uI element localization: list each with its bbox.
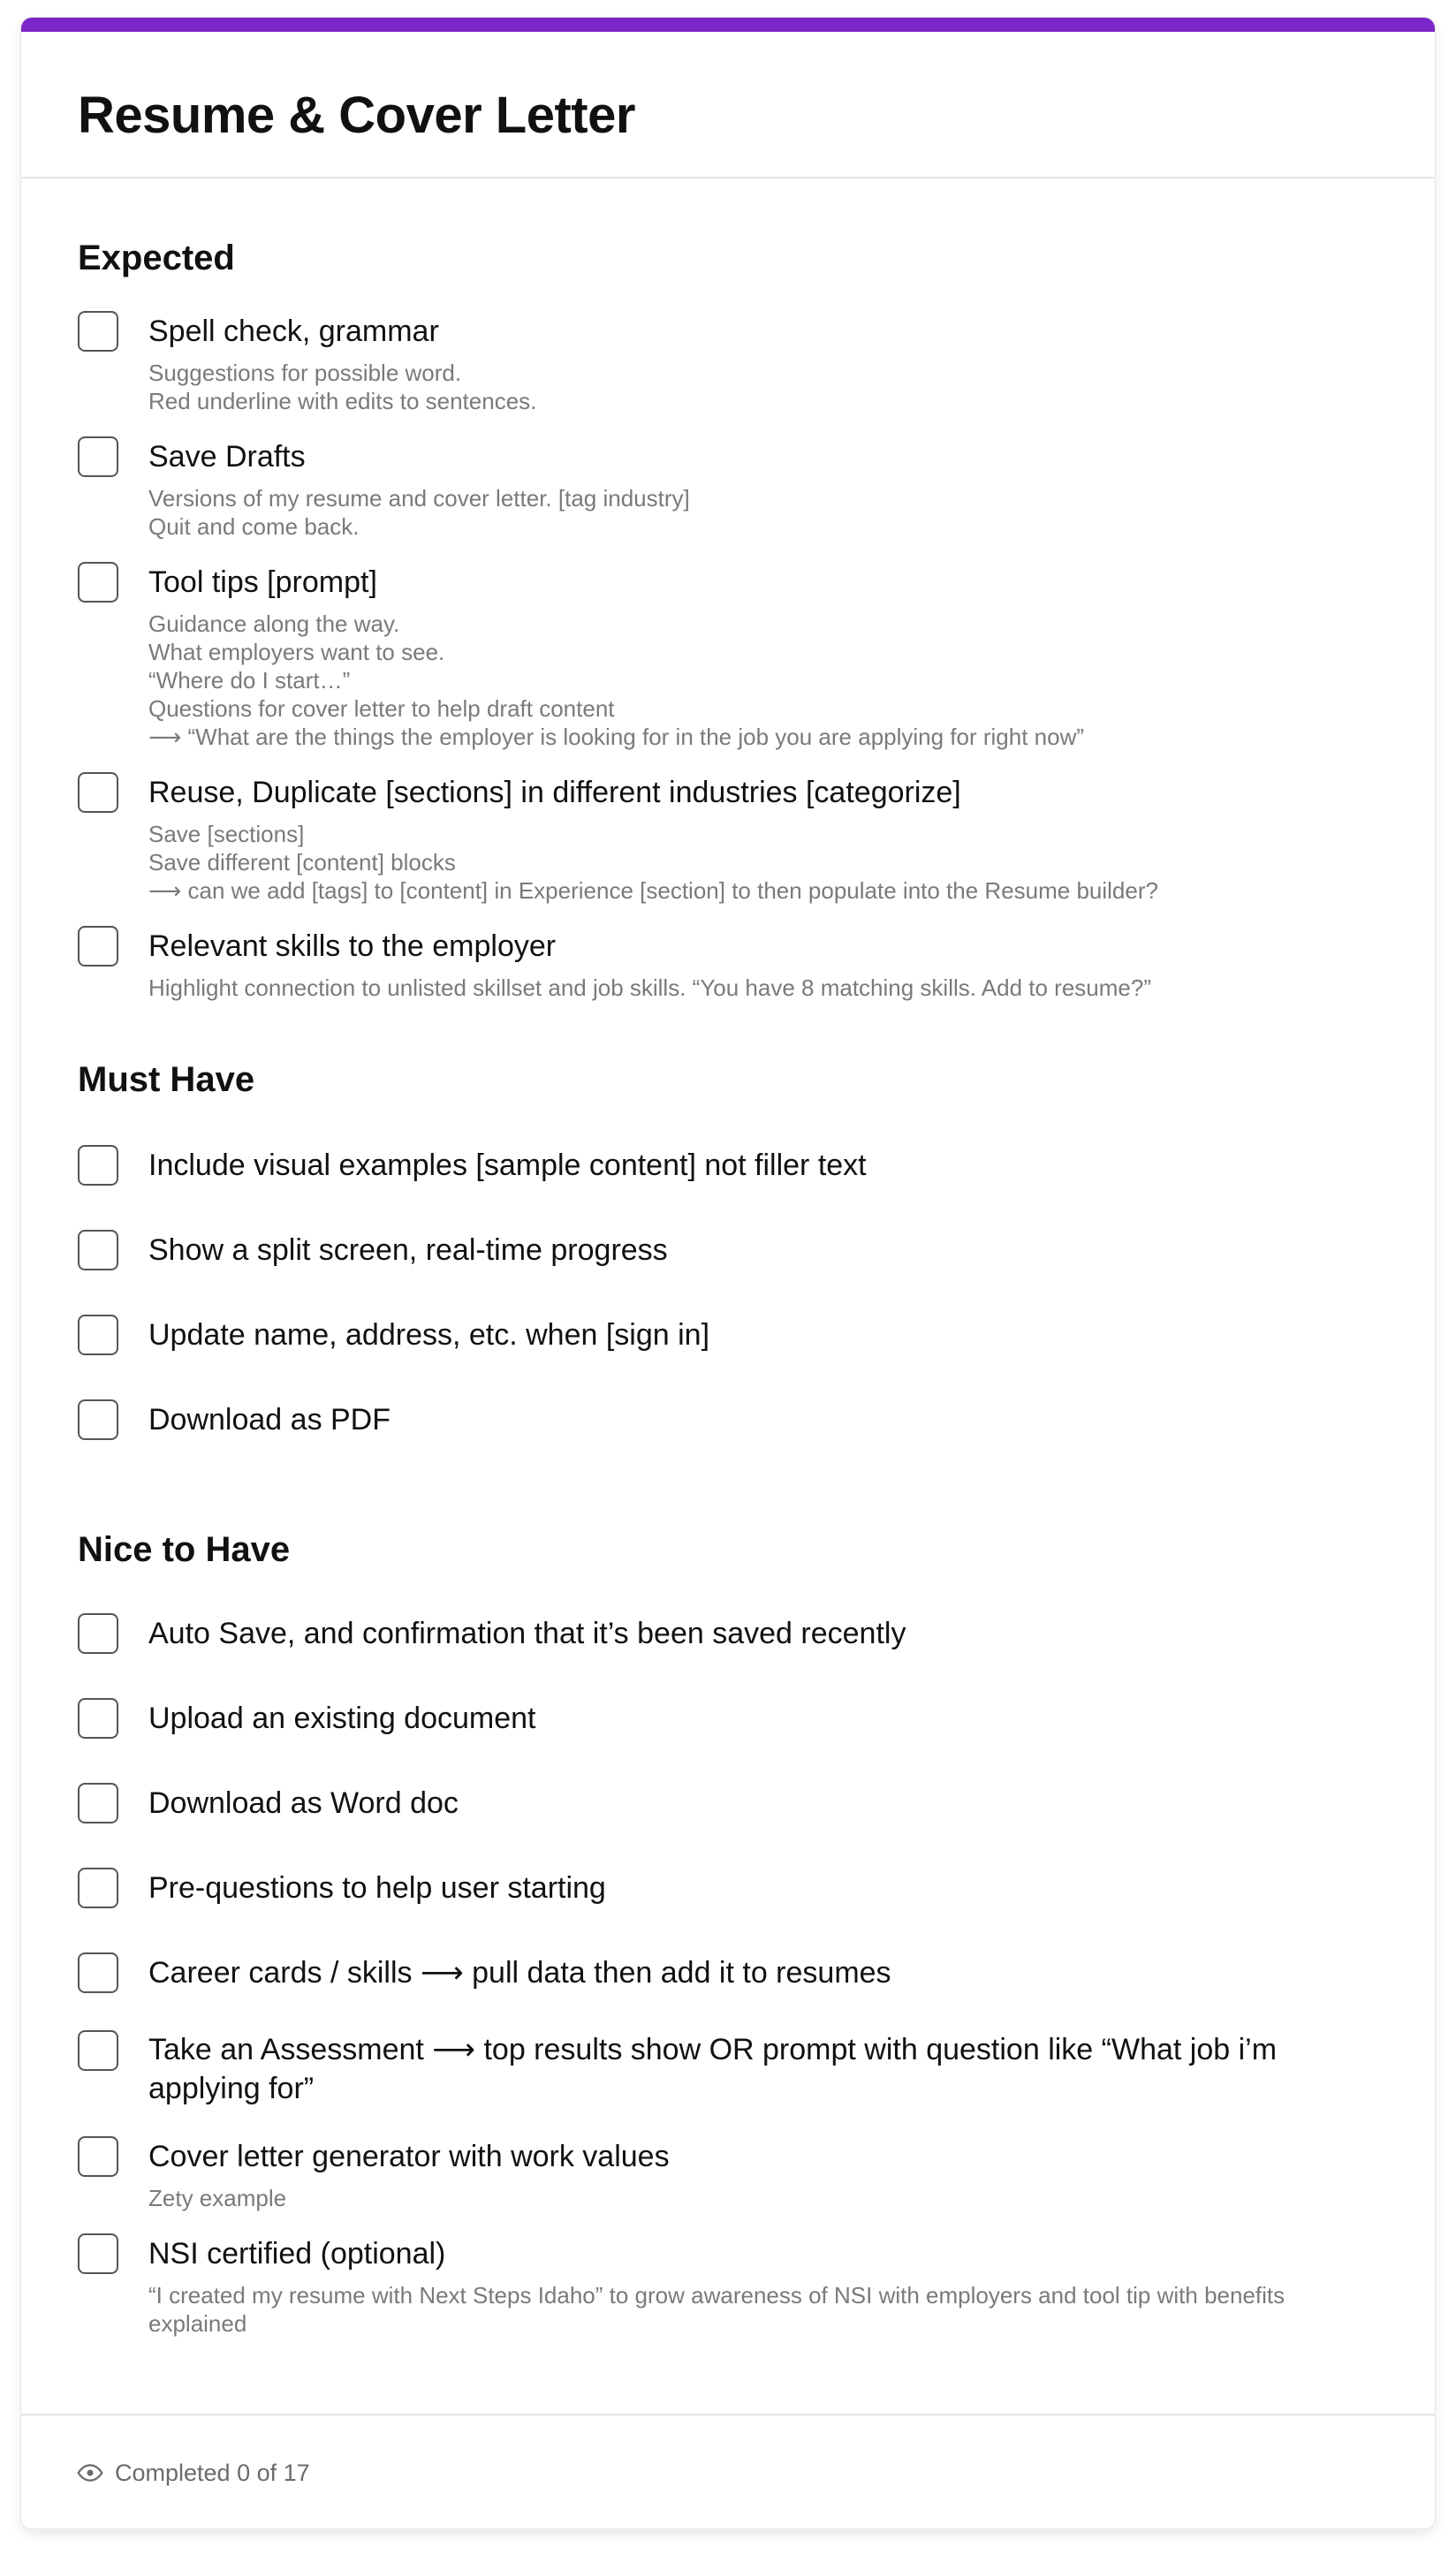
item-description: Guidance along the way. What employers want to see. “Where do I start…” Questions for cover letter to help draft content ⟶ “What are the things the employer is looking for in the job you are applying for right now” — [148, 610, 1085, 750]
checklist-item-reuse-duplicate — [78, 772, 1385, 905]
checkbox[interactable] — [78, 1698, 118, 1739]
section-must-have — [78, 1058, 1385, 1440]
checklist-item-split-screen — [78, 1230, 1385, 1270]
checkbox[interactable] — [78, 436, 118, 477]
item-label: Upload an existing document — [148, 1702, 536, 1735]
checklist-nice-to-have — [78, 1613, 1385, 2338]
checkbox[interactable] — [78, 2030, 118, 2071]
item-label: Career cards / skills ⟶ pull data then add it to resumes — [148, 1956, 891, 1990]
checkbox[interactable] — [78, 562, 118, 603]
item-label: Pre-questions to help user starting — [148, 1871, 606, 1905]
section-expected — [78, 237, 1385, 1002]
checklist-content — [78, 178, 1385, 2338]
card-header — [21, 32, 1435, 178]
checklist-item-auto-save — [78, 1613, 1385, 1654]
accent-bar — [21, 18, 1435, 32]
item-label: Reuse, Duplicate [sections] in different industries [categorize] — [148, 776, 961, 809]
checkbox[interactable] — [78, 1613, 118, 1654]
checklist-item-download-pdf — [78, 1399, 1385, 1440]
item-label: Take an Assessment ⟶ top results show OR prompt with question like “What job i’m applying for” — [148, 2033, 1278, 2105]
checkbox[interactable] — [78, 1783, 118, 1823]
item-label: Download as Word doc — [148, 1786, 459, 1820]
checkbox[interactable] — [78, 1399, 118, 1440]
checkbox[interactable] — [78, 311, 118, 352]
item-label: NSI certified (optional) — [148, 2237, 446, 2271]
card-footer — [21, 2414, 1435, 2528]
checklist-item-tool-tips — [78, 562, 1385, 751]
checklist-item-update-name — [78, 1315, 1385, 1355]
checkbox[interactable] — [78, 1952, 118, 1993]
item-label: Download as PDF — [148, 1403, 391, 1437]
item-description: Zety example — [148, 2185, 287, 2211]
checklist-item-assessment — [78, 2030, 1385, 2108]
completion-status — [76, 2458, 310, 2488]
checkbox[interactable] — [78, 772, 118, 813]
checklist-item-download-word — [78, 1783, 1385, 1823]
item-description: “I created my resume with Next Steps Idaho” to grow awareness of NSI with employers and tool tip with benefits explained — [148, 2282, 1285, 2337]
completion-text: Completed 0 of 17 — [115, 2460, 310, 2486]
checklist-item-career-cards — [78, 1952, 1385, 1993]
checklist-item-relevant-skills — [78, 926, 1385, 1002]
item-label: Include visual examples [sample content] not filler text — [148, 1149, 867, 1182]
checklist-expected — [78, 311, 1385, 1002]
item-label: Tool tips [prompt] — [148, 565, 377, 599]
section-title-must-have: Must Have — [78, 1060, 255, 1099]
section-nice-to-have — [78, 1528, 1385, 2338]
checklist-card — [21, 18, 1435, 2528]
checklist-item-save-drafts — [78, 436, 1385, 541]
checkbox[interactable] — [78, 1868, 118, 1908]
item-description: Highlight connection to unlisted skillset and job skills. “You have 8 matching skills. Add to resume?” — [148, 974, 1151, 1001]
checklist-item-spell-check — [78, 311, 1385, 415]
item-description: Versions of my resume and cover letter. [tag industry] Quit and come back. — [148, 485, 690, 540]
section-title-nice-to-have: Nice to Have — [78, 1530, 291, 1569]
section-title-expected: Expected — [78, 239, 235, 277]
item-label: Show a split screen, real-time progress — [148, 1233, 668, 1267]
checkbox[interactable] — [78, 926, 118, 967]
page-title: Resume & Cover Letter — [78, 87, 635, 144]
item-label: Spell check, grammar — [148, 315, 439, 348]
checkbox[interactable] — [78, 1230, 118, 1270]
item-description: Suggestions for possible word. Red underline with edits to sentences. — [148, 360, 537, 414]
item-label: Save Drafts — [148, 440, 306, 474]
eye-icon — [76, 2459, 104, 2487]
checklist-item-cover-letter-generator — [78, 2136, 1385, 2212]
item-label: Cover letter generator with work values — [148, 2140, 670, 2173]
checkbox[interactable] — [78, 1315, 118, 1355]
checkbox[interactable] — [78, 1145, 118, 1186]
item-label: Update name, address, etc. when [sign in] — [148, 1318, 710, 1352]
checklist-item-nsi-certified — [78, 2233, 1385, 2338]
checklist-item-visual-examples — [78, 1145, 1385, 1186]
item-label: Relevant skills to the employer — [148, 929, 557, 963]
checklist-item-pre-questions — [78, 1868, 1385, 1908]
checkbox[interactable] — [78, 2136, 118, 2177]
checkbox[interactable] — [78, 2233, 118, 2274]
item-description: Save [sections] Save different [content] blocks ⟶ can we add [tags] to [content] in Experience [section] to then populate into the Resume builder? — [148, 821, 1158, 904]
checklist-item-upload-document — [78, 1698, 1385, 1739]
item-label: Auto Save, and confirmation that it’s been saved recently — [148, 1617, 906, 1650]
checklist-must-have — [78, 1145, 1385, 1440]
